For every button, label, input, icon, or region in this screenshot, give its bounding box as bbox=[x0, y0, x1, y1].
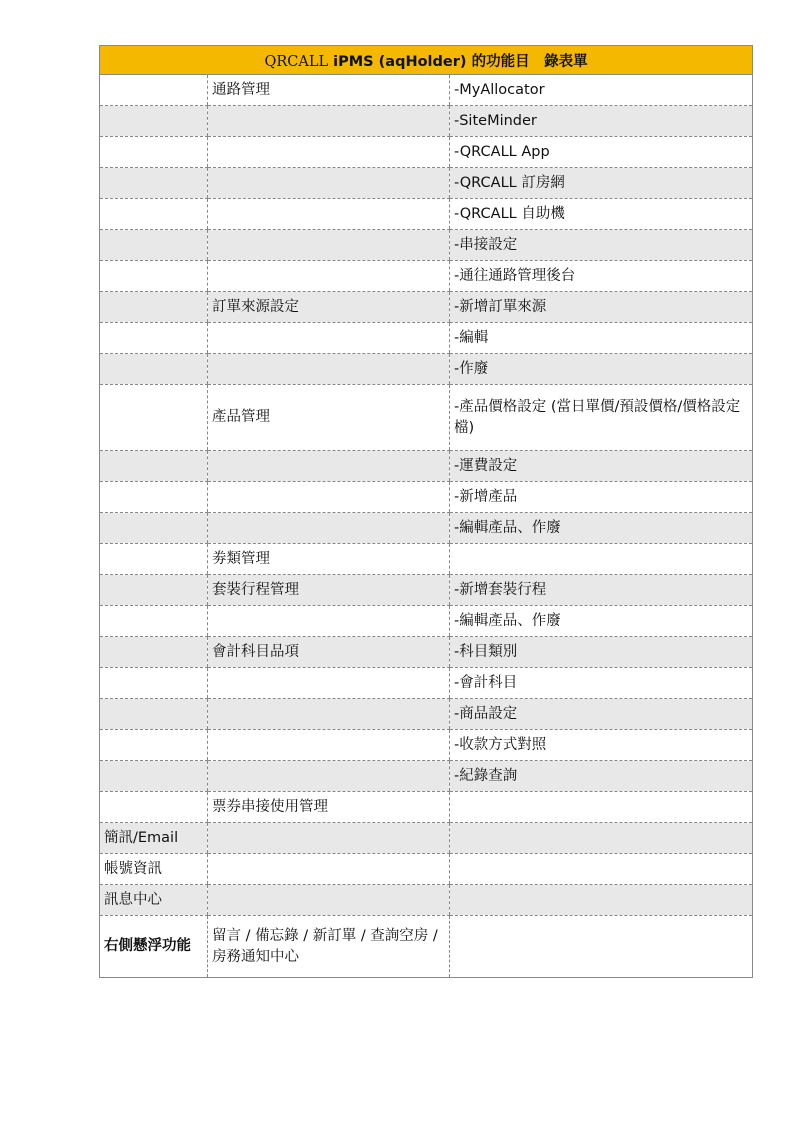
module-cell bbox=[208, 230, 450, 261]
function-cell bbox=[450, 854, 753, 885]
function-cell: -新增套裝行程 bbox=[450, 575, 753, 606]
category-cell bbox=[100, 451, 208, 482]
function-cell: -MyAllocator bbox=[450, 75, 753, 106]
table-row bbox=[100, 637, 753, 668]
table-row bbox=[100, 230, 753, 261]
module-cell bbox=[208, 823, 450, 854]
module-cell: 劵類管理 bbox=[208, 544, 450, 575]
function-cell: -運費設定 bbox=[450, 451, 753, 482]
module-cell bbox=[208, 451, 450, 482]
module-cell bbox=[208, 668, 450, 699]
function-cell bbox=[450, 544, 753, 575]
function-cell: -新增產品 bbox=[450, 482, 753, 513]
function-cell: -通往通路管理後台 bbox=[450, 261, 753, 292]
table-row bbox=[100, 137, 753, 168]
module-cell bbox=[208, 168, 450, 199]
function-cell: -編輯產品、作廢 bbox=[450, 513, 753, 544]
table-row bbox=[100, 513, 753, 544]
table-row bbox=[100, 606, 753, 637]
module-cell bbox=[208, 730, 450, 761]
table-row bbox=[100, 168, 753, 199]
module-cell: 留言 / 備忘錄 / 新訂單 / 查詢空房 / 房務通知中心 bbox=[208, 916, 450, 978]
module-cell: 通路管理 bbox=[208, 75, 450, 106]
function-cell: -科目類別 bbox=[450, 637, 753, 668]
function-cell: -QRCALL 自助機 bbox=[450, 199, 753, 230]
module-cell: 票券串接使用管理 bbox=[208, 792, 450, 823]
category-cell bbox=[100, 730, 208, 761]
module-cell: 產品管理 bbox=[208, 385, 450, 451]
function-cell: -產品價格設定 (當日單價/預設價格/價格設定檔) bbox=[450, 385, 753, 451]
category-cell bbox=[100, 482, 208, 513]
table-row bbox=[100, 885, 753, 916]
table-row bbox=[100, 261, 753, 292]
table-row bbox=[100, 292, 753, 323]
category-cell bbox=[100, 168, 208, 199]
module-cell bbox=[208, 854, 450, 885]
table-row bbox=[100, 544, 753, 575]
table-row bbox=[100, 199, 753, 230]
title-prefix: QRCALL bbox=[264, 53, 329, 70]
category-cell bbox=[100, 261, 208, 292]
function-cell: -商品設定 bbox=[450, 699, 753, 730]
table-row bbox=[100, 792, 753, 823]
table-row bbox=[100, 761, 753, 792]
module-cell bbox=[208, 482, 450, 513]
table-row bbox=[100, 854, 753, 885]
table-row bbox=[100, 668, 753, 699]
function-menu-table bbox=[99, 45, 753, 978]
category-cell bbox=[100, 792, 208, 823]
table-row bbox=[100, 823, 753, 854]
function-cell: -QRCALL 訂房網 bbox=[450, 168, 753, 199]
category-cell bbox=[100, 354, 208, 385]
function-cell: -新增訂單來源 bbox=[450, 292, 753, 323]
module-cell: 會計科目品項 bbox=[208, 637, 450, 668]
function-cell: -編輯 bbox=[450, 323, 753, 354]
function-cell: -串接設定 bbox=[450, 230, 753, 261]
category-cell bbox=[100, 544, 208, 575]
module-cell bbox=[208, 761, 450, 792]
function-cell: -會計科目 bbox=[450, 668, 753, 699]
category-cell: 訊息中心 bbox=[100, 885, 208, 916]
function-cell: -QRCALL App bbox=[450, 137, 753, 168]
module-cell bbox=[208, 137, 450, 168]
category-cell bbox=[100, 575, 208, 606]
title-text: iPMS (aqHolder) 的功能目 錄表單 bbox=[333, 53, 588, 70]
category-cell bbox=[100, 292, 208, 323]
category-cell bbox=[100, 606, 208, 637]
category-cell bbox=[100, 106, 208, 137]
function-cell bbox=[450, 916, 753, 978]
table-row bbox=[100, 482, 753, 513]
function-cell: -收款方式對照 bbox=[450, 730, 753, 761]
function-cell bbox=[450, 823, 753, 854]
function-cell: -作廢 bbox=[450, 354, 753, 385]
table-row bbox=[100, 106, 753, 137]
category-cell bbox=[100, 761, 208, 792]
category-cell: 右側懸浮功能 bbox=[100, 916, 208, 978]
module-cell bbox=[208, 885, 450, 916]
category-cell bbox=[100, 699, 208, 730]
function-cell bbox=[450, 885, 753, 916]
table-row bbox=[100, 385, 753, 451]
category-cell bbox=[100, 513, 208, 544]
module-cell bbox=[208, 606, 450, 637]
table-row bbox=[100, 323, 753, 354]
table-header-row bbox=[100, 46, 753, 75]
table-row bbox=[100, 75, 753, 106]
category-cell bbox=[100, 199, 208, 230]
table-row bbox=[100, 354, 753, 385]
module-cell: 訂單來源設定 bbox=[208, 292, 450, 323]
category-cell bbox=[100, 668, 208, 699]
category-cell bbox=[100, 637, 208, 668]
function-cell: -SiteMinder bbox=[450, 106, 753, 137]
module-cell bbox=[208, 354, 450, 385]
module-cell bbox=[208, 513, 450, 544]
function-cell: -編輯產品、作廢 bbox=[450, 606, 753, 637]
category-cell bbox=[100, 323, 208, 354]
module-cell bbox=[208, 199, 450, 230]
category-cell bbox=[100, 385, 208, 451]
table-title bbox=[100, 46, 753, 75]
function-cell bbox=[450, 792, 753, 823]
category-cell: 簡訊/Email bbox=[100, 823, 208, 854]
module-cell bbox=[208, 261, 450, 292]
module-cell bbox=[208, 699, 450, 730]
table-row bbox=[100, 575, 753, 606]
module-cell bbox=[208, 323, 450, 354]
module-cell bbox=[208, 106, 450, 137]
category-cell bbox=[100, 230, 208, 261]
table-row bbox=[100, 916, 753, 978]
category-cell bbox=[100, 75, 208, 106]
module-cell: 套裝行程管理 bbox=[208, 575, 450, 606]
category-cell: 帳號資訊 bbox=[100, 854, 208, 885]
function-cell: -紀錄查詢 bbox=[450, 761, 753, 792]
table-row bbox=[100, 730, 753, 761]
category-cell bbox=[100, 137, 208, 168]
table-row bbox=[100, 699, 753, 730]
table-row bbox=[100, 451, 753, 482]
